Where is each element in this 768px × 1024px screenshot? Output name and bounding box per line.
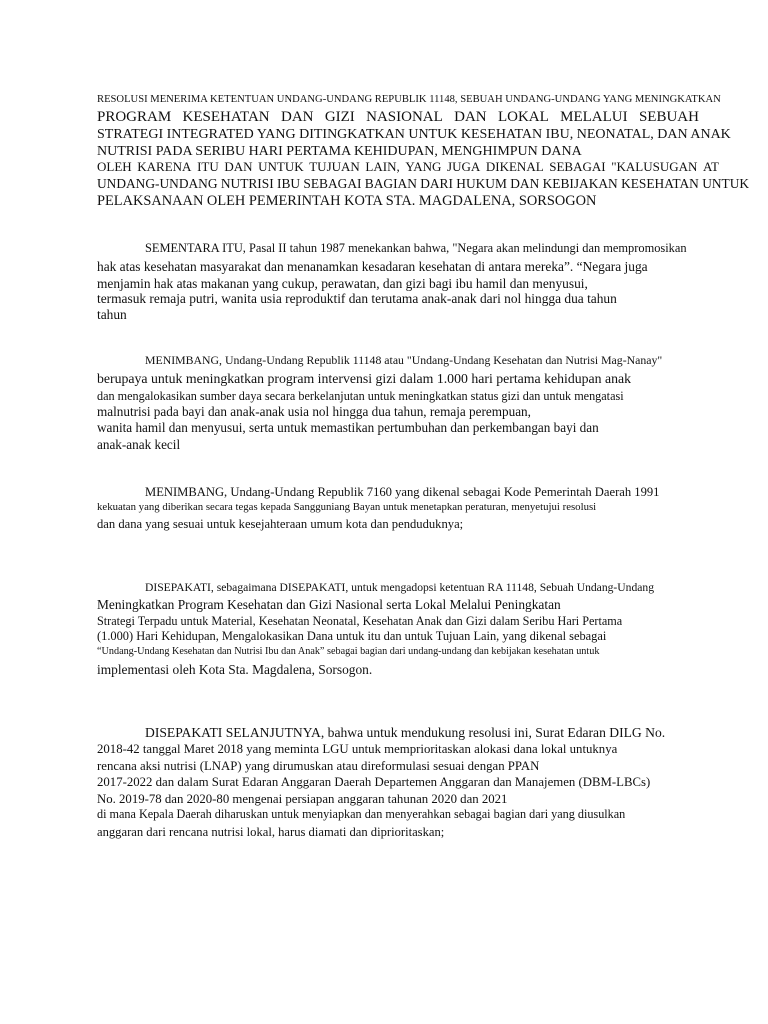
paragraph-line: hak atas kesehatan masyarakat dan menanamkan kesadaran kesehatan di antara mereka”. “Negara juga [97, 259, 648, 274]
paragraph-line: anak-anak kecil [97, 437, 181, 452]
paragraph-line: termasuk remaja putri, wanita usia reproduktif dan terutama anak-anak dari nol hingga dua tahun [97, 291, 617, 306]
title-word: JUGA [447, 159, 481, 174]
title-word: UNTUK [258, 159, 304, 174]
paragraph-line: di mana Kepala Daerah diharuskan untuk menyiapkan dan menyerahkan sebagai bagian dari yang diusulkan [97, 807, 626, 821]
paragraph-line: DISEPAKATI, sebagaimana DISEPAKATI, untuk mengadopsi ketentuan RA 11148, Sebuah Undang-Undang [145, 581, 654, 594]
title-word: SEBAGAI [549, 159, 606, 174]
title-word: OLEH [97, 159, 132, 174]
title-word: DAN [454, 109, 487, 125]
title-word: DAN [280, 109, 314, 125]
title-word: AT [703, 159, 719, 174]
paragraph-line: anggaran dari rencana nutrisi lokal, harus diamati dan diprioritaskan; [97, 825, 445, 839]
paragraph-line: MENIMBANG, Undang-Undang Republik 7160 yang dikenal sebagai Kode Pemerintah Daerah 1991 [145, 485, 660, 499]
title-line [97, 160, 719, 173]
paragraph-line: tahun [97, 307, 127, 322]
paragraph-line: MENIMBANG, Undang-Undang Republik 11148 atau "Undang-Undang Kesehatan dan Nutrisi Mag-Nanay" [145, 353, 663, 367]
title-line: RESOLUSI MENERIMA KETENTUAN UNDANG-UNDANG REPUBLIK 11148, SEBUAH UNDANG-UNDANG YANG MENINGKATKAN [97, 94, 721, 105]
title-word: TUJUAN [309, 159, 360, 174]
paragraph-line: implementasi oleh Kota Sta. Magdalena, Sorsogon. [97, 662, 373, 677]
paragraph-line: berupaya untuk meningkatkan program intervensi gizi dalam 1.000 hari pertama kehidupan anak [97, 371, 632, 386]
paragraph-line: dan mengalokasikan sumber daya secara berkelanjutan untuk meningkatkan status gizi dan untuk mengatasi [97, 389, 624, 403]
title-line [97, 110, 699, 125]
title-word: LOKAL [497, 109, 549, 125]
title-word: DIKENAL [485, 159, 544, 174]
paragraph-line: DISEPAKATI SELANJUTNYA, bahwa untuk mendukung resolusi ini, Surat Edaran DILG No. [145, 725, 666, 740]
paragraph-line: 2018-42 tanggal Maret 2018 yang meminta LGU untuk memprioritaskan alokasi dana lokal untuknya [97, 742, 618, 756]
paragraph-line: menjamin hak atas makanan yang cukup, perawatan, dan gizi bagi ibu hamil dan menyusui, [97, 276, 588, 291]
title-word: KARENA [137, 159, 192, 174]
title-word: PROGRAM [97, 109, 172, 125]
paragraph-line: rencana aksi nutrisi (LNAP) yang dirumuskan atau direformulasi sesuai dengan PPAN [97, 759, 540, 773]
title-word: GIZI [324, 109, 355, 125]
title-word: LAIN, [365, 159, 400, 174]
paragraph-line: kekuatan yang diberikan secara tegas kepada Sangguniang Bayan untuk menetapkan peraturan, menyetujui resolusi [97, 501, 597, 513]
title-word: KESEHATAN [182, 109, 270, 125]
title-line: NUTRISI PADA SERIBU HARI PERTAMA KEHIDUPAN, MENGHIMPUN DANA [97, 144, 582, 159]
title-word: NASIONAL [366, 109, 443, 125]
paragraph-line: Meningkatkan Program Kesehatan dan Gizi Nasional serta Lokal Melalui Peningkatan [97, 597, 561, 612]
paragraph-line: Strategi Terpadu untuk Material, Kesehatan Neonatal, Kesehatan Anak dan Gizi dalam Seribu Hari Pertama [97, 614, 623, 628]
paragraph-line: “Undang-Undang Kesehatan dan Nutrisi Ibu dan Anak” sebagai bagian dari undang-undang dan kebijakan kesehatan untuk [97, 646, 600, 657]
title-word: MELALUI [560, 109, 628, 125]
paragraph-line: 2017-2022 dan dalam Surat Edaran Anggaran Daerah Departemen Anggaran dan Manajemen (DBM-LBCs) [97, 775, 651, 789]
paragraph-line: dan dana yang sesuai untuk kesejahteraan umum kota dan penduduknya; [97, 517, 464, 531]
title-line: STRATEGI INTEGRATED YANG DITINGKATKAN UNTUK KESEHATAN IBU, NEONATAL, DAN ANAK [97, 127, 731, 142]
paragraph-line: No. 2019-78 dan 2020-80 mengenai persiapan anggaran tahunan 2020 dan 2021 [97, 792, 508, 806]
paragraph-line: SEMENTARA ITU, Pasal II tahun 1987 menekankan bahwa, "Negara akan melindungi dan mempromosikan [145, 241, 687, 255]
title-word: DAN [224, 159, 253, 174]
paragraph-line: (1.000) Hari Kehidupan, Mengalokasikan Dana untuk itu dan untuk Tujuan Lain, yang dikenal sebagai [97, 629, 607, 643]
title-line: PELAKSANAAN OLEH PEMERINTAH KOTA STA. MAGDALENA, SORSOGON [97, 193, 597, 209]
title-word: SEBUAH [638, 109, 699, 125]
title-line: UNDANG-UNDANG NUTRISI IBU SEBAGAI BAGIAN DARI HUKUM DAN KEBIJAKAN KESEHATAN UNTUK [97, 176, 750, 191]
title-word: "KALUSUGAN [611, 159, 698, 174]
title-word: ITU [197, 159, 219, 174]
title-word: YANG [405, 159, 442, 174]
paragraph-line: wanita hamil dan menyusui, serta untuk memastikan pertumbuhan dan perkembangan bayi dan [97, 420, 599, 435]
paragraph-line: malnutrisi pada bayi dan anak-anak usia nol hingga dua tahun, remaja perempuan, [97, 404, 531, 419]
